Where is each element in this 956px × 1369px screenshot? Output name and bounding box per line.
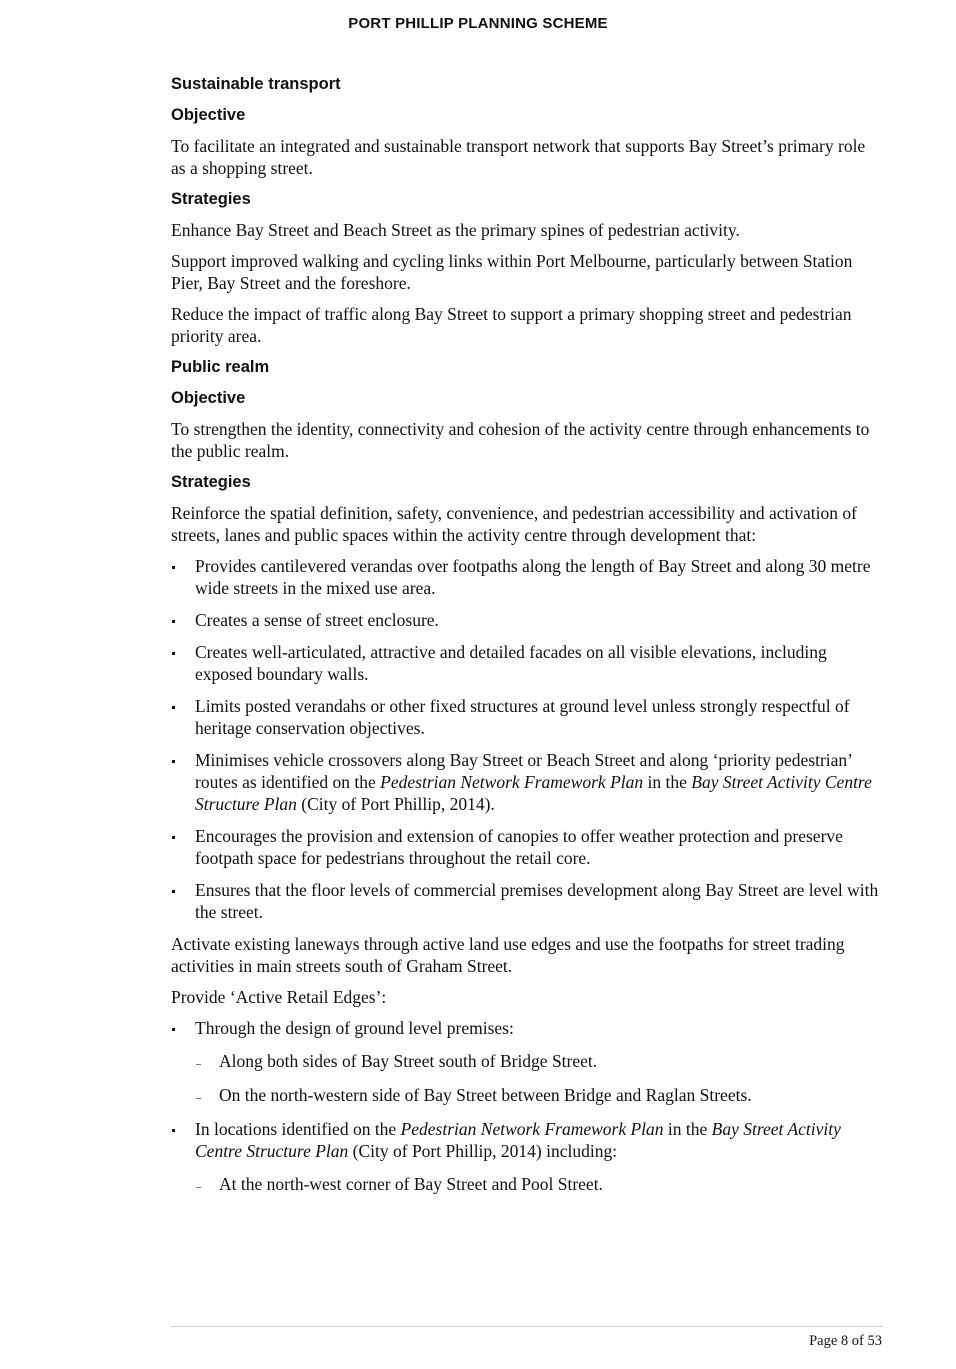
development-bullet-list: [171, 555, 883, 923]
list-item-text: in the: [663, 1119, 712, 1139]
active-edges-list: [171, 1017, 883, 1195]
list-item: Encourages the provision and extension of canopies to offer weather protection and preserve footpath space for pedestrians throughout the retail core.: [171, 825, 883, 869]
strategies-heading-realm: Strategies: [171, 473, 251, 491]
structure-plan-title-italic: Bay Street Activity Centre Structure Plan: [195, 772, 872, 814]
list-item: Limits posted verandahs or other fixed structures at ground level unless strongly respectful of heritage conservation objectives.: [171, 695, 883, 739]
plan-title-italic: Pedestrian Network Framework Plan: [400, 1119, 664, 1139]
section-heading-transport: Sustainable transport: [171, 75, 341, 93]
list-item-text: In locations identified on the: [195, 1119, 401, 1139]
page-content: [171, 73, 883, 1207]
plan-title-italic: Pedestrian Network Framework Plan: [380, 772, 644, 792]
page-number: Page 8 of 53: [809, 1333, 882, 1349]
page-header: PORT PHILLIP PLANNING SCHEME: [348, 15, 608, 32]
sub-list: [195, 1050, 883, 1106]
list-item: Creates a sense of street enclosure.: [171, 609, 883, 631]
laneways-paragraph: Activate existing laneways through active land use edges and use the footpaths for street trading activities in main streets south of Graham Street.: [171, 934, 845, 976]
strategy-paragraph: Support improved walking and cycling links within Port Melbourne, particularly between Station Pier, Bay Street and the foreshore.: [171, 251, 853, 293]
strategy-paragraph: Enhance Bay Street and Beach Street as the primary spines of pedestrian activity.: [171, 220, 740, 240]
strategy-paragraph: Reduce the impact of traffic along Bay Street to support a primary shopping street and pedestrian priority area.: [171, 304, 852, 346]
list-item-text: Through the design of ground level premises:: [195, 1018, 514, 1038]
sub-list-item: At the north-west corner of Bay Street and Pool Street.: [195, 1173, 883, 1195]
list-item: [171, 749, 883, 815]
list-item-text: (City of Port Phillip, 2014) including:: [348, 1141, 618, 1161]
sub-list-item: On the north-western side of Bay Street between Bridge and Raglan Streets.: [195, 1084, 883, 1106]
list-item-text: (City of Port Phillip, 2014).: [296, 794, 495, 814]
list-item-text: Minimises vehicle crossovers along Bay Street or Beach Street and along ‘priority pedestrian’ routes as identified on the: [195, 750, 852, 792]
sub-list: [195, 1173, 883, 1195]
active-edges-intro: Provide ‘Active Retail Edges’:: [171, 987, 387, 1007]
list-item: Ensures that the floor levels of commercial premises development along Bay Street are level with the street.: [171, 879, 883, 923]
list-item: Provides cantilevered verandas over footpaths along the length of Bay Street and along 30 metre wide streets in the mixed use area.: [171, 555, 883, 599]
list-item: [171, 1118, 883, 1195]
objective-text-transport: To facilitate an integrated and sustainable transport network that supports Bay Street’s primary role as a shopping street.: [171, 136, 866, 178]
sub-list-item: Along both sides of Bay Street south of Bridge Street.: [195, 1050, 883, 1072]
section-heading-public-realm: Public realm: [171, 358, 270, 376]
list-item: Creates well-articulated, attractive and detailed facades on all visible elevations, including exposed boundary walls.: [171, 641, 883, 685]
objective-text-realm: To strengthen the identity, connectivity and cohesion of the activity centre through enhancements to the public realm.: [171, 419, 870, 461]
structure-plan-title-italic: Bay Street Activity Centre Structure Plan: [195, 1119, 841, 1161]
objective-heading-transport: Objective: [171, 106, 246, 124]
strategies-heading-transport: Strategies: [171, 190, 251, 208]
list-item: [171, 1017, 883, 1106]
list-item-text: in the: [643, 772, 692, 792]
strategy-intro: Reinforce the spatial definition, safety, convenience, and pedestrian accessibility and activation of streets, lanes and public spaces within the activity centre through development that:: [171, 503, 857, 545]
footer-divider: [171, 1326, 883, 1327]
objective-heading-realm: Objective: [171, 389, 246, 407]
